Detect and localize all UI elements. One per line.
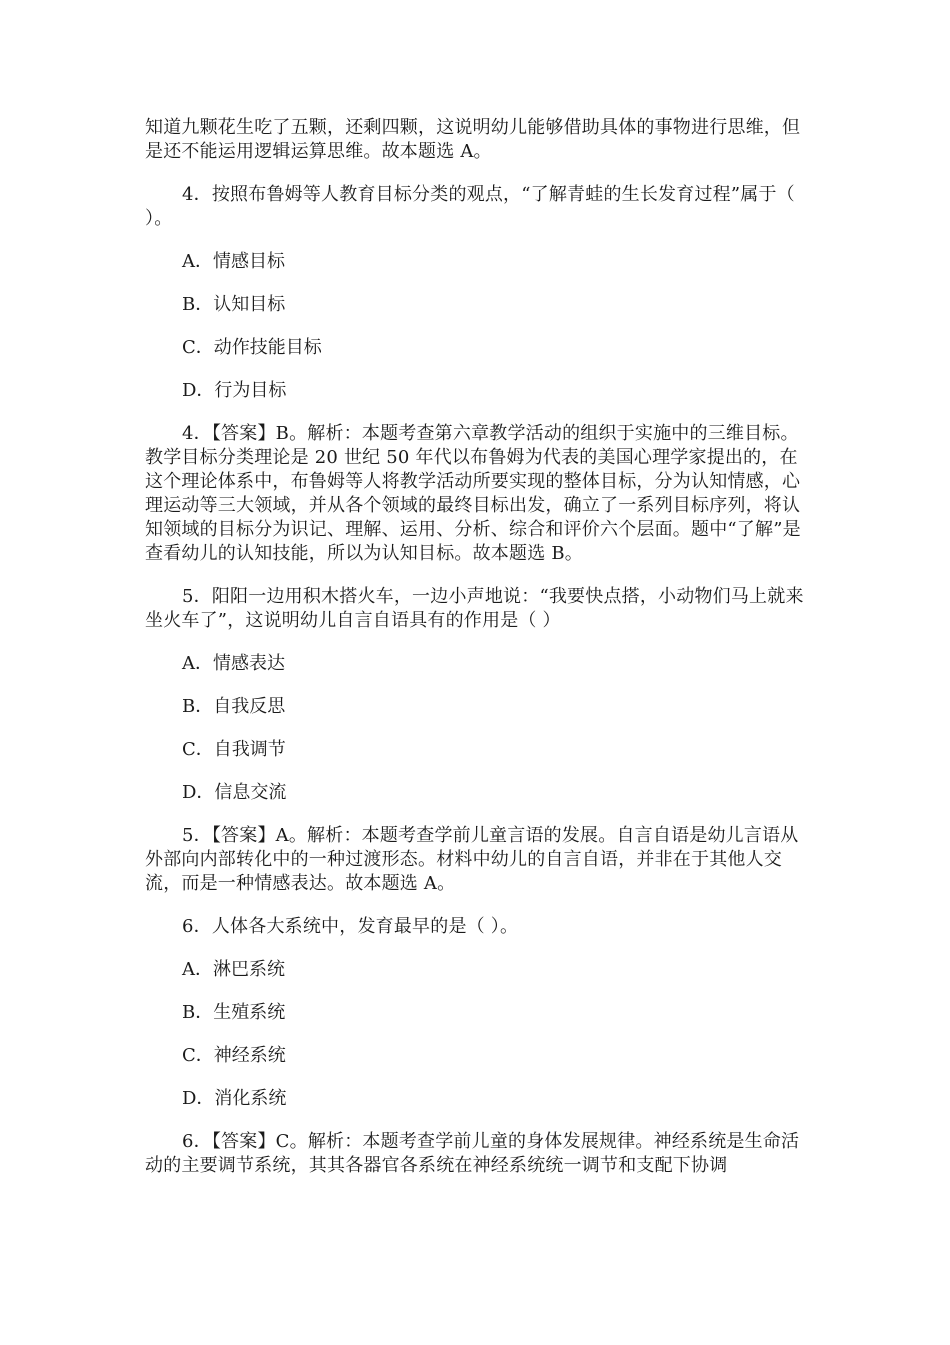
question-5-option-a: A．情感表达	[182, 653, 285, 674]
question-6: 6．人体各大系统中，发育最早的是（ ）。	[182, 916, 519, 937]
question-4-option-b: B．认知目标	[182, 294, 286, 315]
question-6-option-a: A．淋巴系统	[182, 959, 285, 980]
question-5: 5．阳阳一边用积木搭火车，一边小声地说：“我要快点搭，小动物们马上就来坐火车了”，这说明幼儿自言自语具有的作用是（ ）	[145, 586, 804, 631]
question-6-option-b: B．生殖系统	[182, 1002, 286, 1023]
question-6-option-c: C．神经系统	[182, 1045, 286, 1066]
question-4-option-a: A．情感目标	[182, 251, 285, 272]
question-4-option-c: C．动作技能目标	[182, 337, 322, 358]
question-4-option-d: D．行为目标	[182, 380, 287, 401]
answer-5: 5．【答案】A。解析：本题考查学前儿童言语的发展。自言自语是幼儿言语从外部向内部转化中的一种过渡形态。材料中幼儿的自言自语，并非在于其他人交流，而是一种情感表达。故本题选 A。	[145, 825, 799, 894]
question-5-option-d: D．信息交流	[182, 782, 287, 803]
question-5-option-b: B．自我反思	[182, 696, 286, 717]
question-5-option-c: C．自我调节	[182, 739, 286, 760]
paragraph-continuation: 知道九颗花生吃了五颗，还剩四颗，这说明幼儿能够借助具体的事物进行思维，但是还不能运用逻辑运算思维。故本题选 A。	[145, 117, 801, 162]
document-page	[145, 116, 805, 1197]
question-4: 4．按照布鲁姆等人教育目标分类的观点，“了解青蛙的生长发育过程”属于（ ）。	[145, 184, 795, 229]
question-6-option-d: D．消化系统	[182, 1088, 287, 1109]
answer-6: 6．【答案】C。解析：本题考查学前儿童的身体发展规律。神经系统是生命活动的主要调节系统，其其各器官各系统在神经系统统一调节和支配下协调	[145, 1131, 800, 1176]
answer-4: 4．【答案】B。解析：本题考查第六章教学活动的组织于实施中的三维目标。教学目标分类理论是 20 世纪 50 年代以布鲁姆为代表的美国心理学家提出的，在这个理论体系中，布鲁姆等人将教学活动所要实现的整体目标，分为认知情感，心理运动等三大领域，并从各个领域的最终目标出发，确立了一系列目标序列，将认知领域的目标分为识记、理解、运用、分析、综合和评价六个层面。题中“了解”是查看幼儿的认知技能，所以为认知目标。故本题选 B。	[145, 423, 801, 564]
